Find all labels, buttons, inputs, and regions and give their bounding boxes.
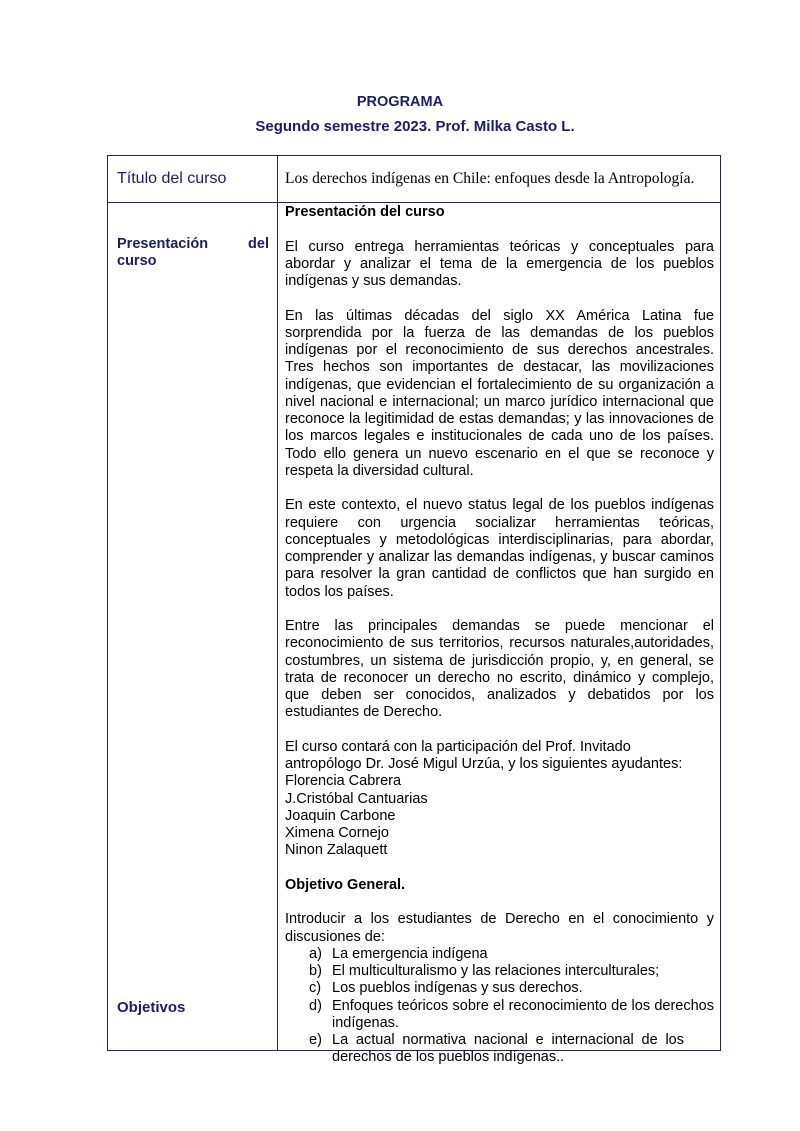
assistant-name: Ximena Cornejo [285, 825, 389, 841]
course-content [285, 204, 714, 1067]
objective-heading: Objetivo General. [285, 876, 406, 893]
list-item [285, 998, 714, 1033]
program-table [107, 155, 721, 1066]
objective-intro: Introducir a los estudiantes de Derecho en el conocimiento y discusiones de: [285, 911, 714, 945]
list-marker: c) [309, 980, 322, 997]
list-item [285, 980, 714, 997]
guest-line: antropólogo Dr. José Migul Urzúa, y los siguientes ayudantes: [285, 756, 683, 772]
column-divider [277, 156, 278, 1050]
row-divider [108, 202, 720, 203]
paragraph: En las últimas décadas del siglo XX América Latina fue sorprendida por la fuerza de las demandas de los pueblos indígenas por el reconocimiento de sus derechos ancestrales. Tres hechos son importantes de destacar, las movilizaciones indígenas, que evidencian el fortalecimiento de su organización a nivel nacional e internacional; un marco jurídico internacional que reconoce la legitimidad de estas demandas; y las innovaciones de los marcos legales e institucionales de cada uno de los países. Todo ello genera un nuevo escenario en el que se reconoce y respeta la diversidad cultural. [285, 307, 714, 479]
presentation-label [117, 236, 269, 271]
presentation-label-line2: curso [117, 253, 157, 270]
list-marker: a) [309, 945, 322, 962]
paragraph: Entre las principales demandas se puede mencionar el reconocimiento de sus territorios, recursos naturales,autoridades, costumbres, un sistema de jurisdicción propio, y, en general, se trata de reconocer un derecho no escrito, dinámico y complejo, que deben ser conocidos, analizados y debatidos por los estudiantes de Derecho. [285, 618, 714, 721]
list-marker: d) [309, 997, 322, 1014]
guest-line: El curso contará con la participación del Prof. Invitado [285, 738, 631, 755]
objective-list [285, 946, 714, 1067]
paragraph: El curso entrega herramientas teóricas y conceptuales para abordar y analizar el tema de la emergencia de los pueblos indígenas y sus demandas. [285, 238, 714, 289]
list-text: La actual normativa nacional e internacional de los derechos de los pueblos indígenas.. [332, 1032, 684, 1066]
list-item [285, 963, 714, 980]
list-marker: b) [309, 963, 322, 979]
list-item [285, 1032, 714, 1067]
list-text: El multiculturalismo y las relaciones interculturales; [332, 963, 660, 979]
list-item [285, 946, 714, 963]
document-subtitle: Segundo semestre 2023. Prof. Milka Casto L. [255, 118, 575, 135]
list-marker: e) [309, 1032, 322, 1048]
presentation-heading: Presentación del curso [285, 204, 445, 220]
assistant-name: Ninon Zalaquett [285, 842, 388, 859]
presentation-label-line1: Presentación del [117, 236, 269, 252]
objectives-label: Objetivos [117, 999, 186, 1016]
assistant-name: J.Cristóbal Cantuarias [285, 790, 428, 807]
assistant-name: Joaquin Carbone [285, 807, 396, 824]
course-title-label: Título del curso [117, 170, 227, 187]
document-title: PROGRAMA [356, 94, 444, 110]
guest-and-assistants [285, 739, 714, 860]
list-text: Enfoques teóricos sobre el reconocimiento de los derechos indígenas. [332, 997, 714, 1031]
list-text: La emergencia indígena [332, 945, 488, 962]
assistant-name: Florencia Cabrera [285, 773, 402, 790]
list-text: Los pueblos indígenas y sus derechos. [332, 980, 583, 997]
paragraph: En este contexto, el nuevo status legal de los pueblos indígenas requiere con urgencia socializar herramientas teóricas, conceptuales y metodológicas interdisciplinarias, para abordar, comprender y analizar las demandas indígenas, y buscar caminos para resolver la gran cantidad de conflictos que han surgido en todos los países. [285, 497, 714, 600]
course-title-value: Los derechos indígenas en Chile: enfoques desde la Antropología. [285, 170, 695, 187]
